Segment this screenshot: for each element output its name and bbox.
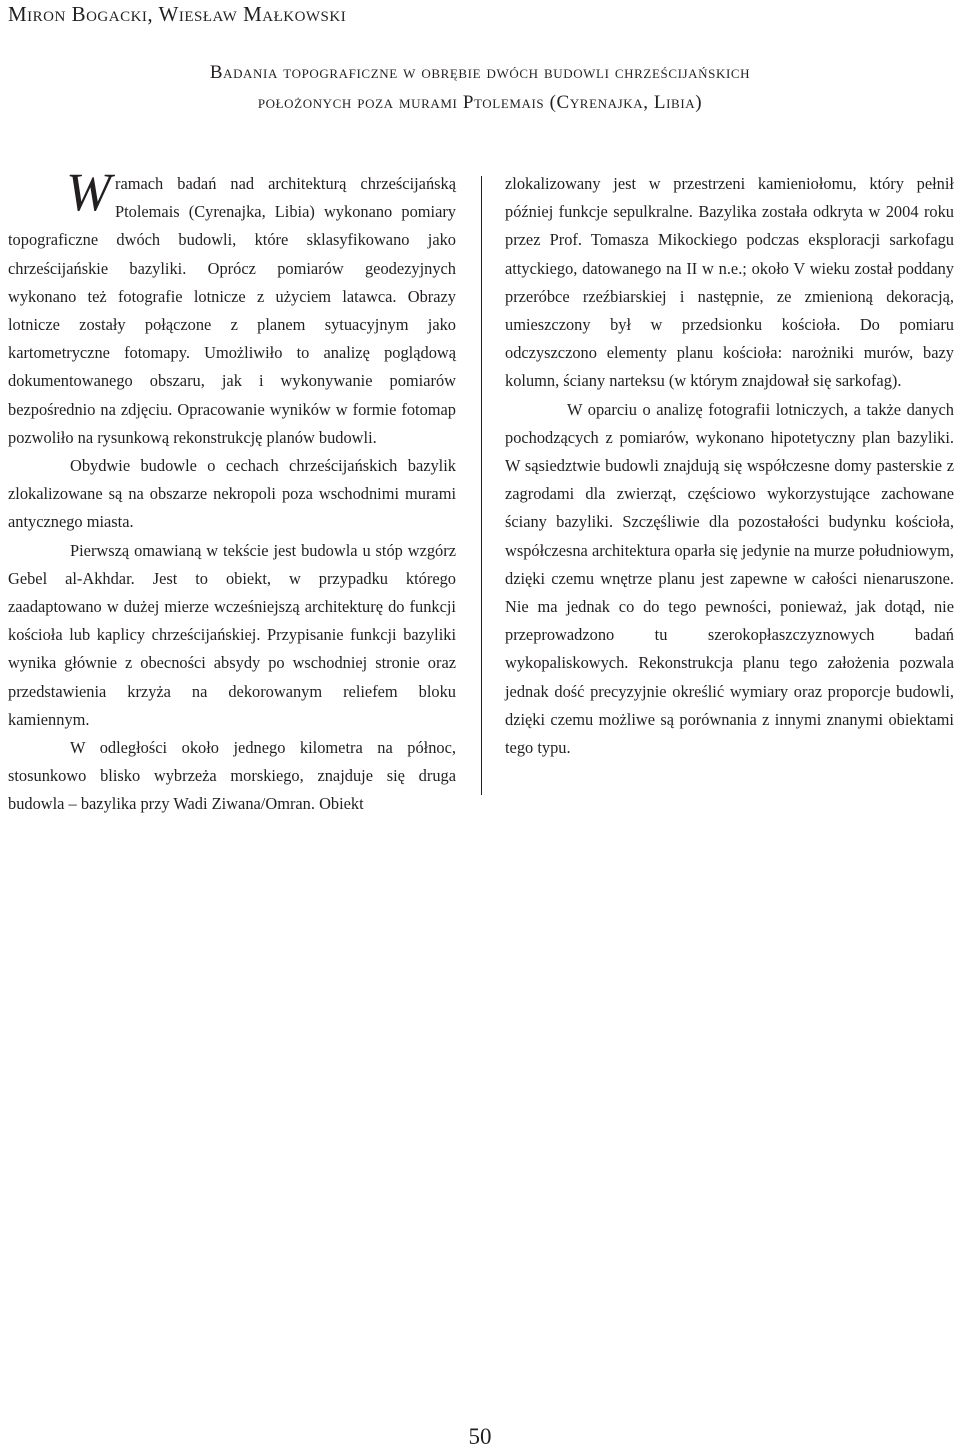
page-number: 50 <box>468 1424 492 1449</box>
paragraph: Obydwie budowle o cechach chrześcijańskich bazylik zlokalizowane są na obszarze nekropoli poza wschodnimi murami antycznego miasta. <box>8 456 456 532</box>
paragraph <box>8 162 456 452</box>
article-title-line-2: położonych poza murami Ptolemais (Cyrenajka, Libia) <box>257 92 703 113</box>
paragraph: Pierwszą omawianą w tekście jest budowla u stóp wzgórz Gebel al-Akhdar. Jest to obiekt, w przypadku którego zaadaptowano w dużej mierze wcześniejszą architekturę do funkcji kościoła lub kaplicy chrześcijańskiej. Przypisanie funkcji bazyliki wynika głównie z obecności absydy po wschodniej stronie oraz przedstawienia krzyża na dekorowanym reliefem bloku kamiennym. <box>8 540 456 729</box>
paragraph: zlokalizowany jest w przestrzeni kamieniołomu, który pełnił później funkcje sepulkralne. Bazylika została odkryta w 2004 roku przez Prof. Tomasza Mikockiego podczas eksploracji sarkofagu attyckiego, datowanego na II w n.e.; około V wieku został poddany przeróbce rzeźbiarskiej i następnie, ze zmienioną dekoracją, umieszczony był w przedsionku kościoła. Do pomiaru odczyszczono elementy planu kościoła: narożniki murów, bazy kolumn, ściany narteksu (w którym znajdował się sarkofag). <box>505 174 954 391</box>
paragraph: W oparciu o analizę fotografii lotniczych, a także danych pochodzących z pomiarów, wykonano hipotetyczny plan bazyliki. W sąsiedztwie budowli znajdują się współczesne domy pasterskie z zagrodami dla zwierząt, częściowo wykorzystujące zachowane ściany bazyliki. Szczęśliwie dla pozostałości budynku kościoła, współczesna architektura oparła się jedynie na murze południowym, dzięki czemu wnętrze planu jest zapewne w całości nienaruszone. Nie ma jednak co do tego pewności, ponieważ, jak dotąd, nie przeprowadzono tu szerokopłaszczyznowych badań wykopaliskowych. Rekonstrukcja planu tego założenia pozwala jednak dość precyzyjnie określić wymiary oraz proporcje budowli, dzięki czemu możliwe są porównania z innymi znanymi obiektami tego typu. <box>505 399 954 758</box>
column-divider <box>481 176 482 795</box>
left-column <box>8 162 456 819</box>
drop-cap: W <box>66 162 111 222</box>
running-head: Miron Bogacki, Wiesław Małkowski <box>8 2 347 26</box>
paragraph: W odległości około jednego kilometra na północ, stosunkowo blisko wybrzeża morskiego, znajduje się druga budowla – bazylika przy Wadi Ziwana/Omran. Obiekt <box>8 738 456 814</box>
article-title-line-1: Badania topograficzne w obrębie dwóch budowli chrześcijańskich <box>209 62 751 83</box>
right-column <box>505 170 954 762</box>
paragraph-text: ramach badań nad architekturą chrześcijańską Ptolemais (Cyrenajka, Libia) wykonano pomiary topograficzne dwóch budowli, które sklasyfikowano jako chrześcijańskie bazyliki. Oprócz pomiarów geodezyjnych wykonano też fotografie lotnicze z użyciem latawca. Obrazy lotnicze zostały połączone z planem sytuacyjnym jako kartometryczne fotomapy. Umożliwiło to analizę poglądową dokumentowanego obszaru, jak i wykonywanie pomiarów bezpośrednio na zdjęciu. Opracowanie wyników w formie fotomap pozwoliło na rysunkową rekonstrukcję planów budowli. <box>8 174 456 447</box>
